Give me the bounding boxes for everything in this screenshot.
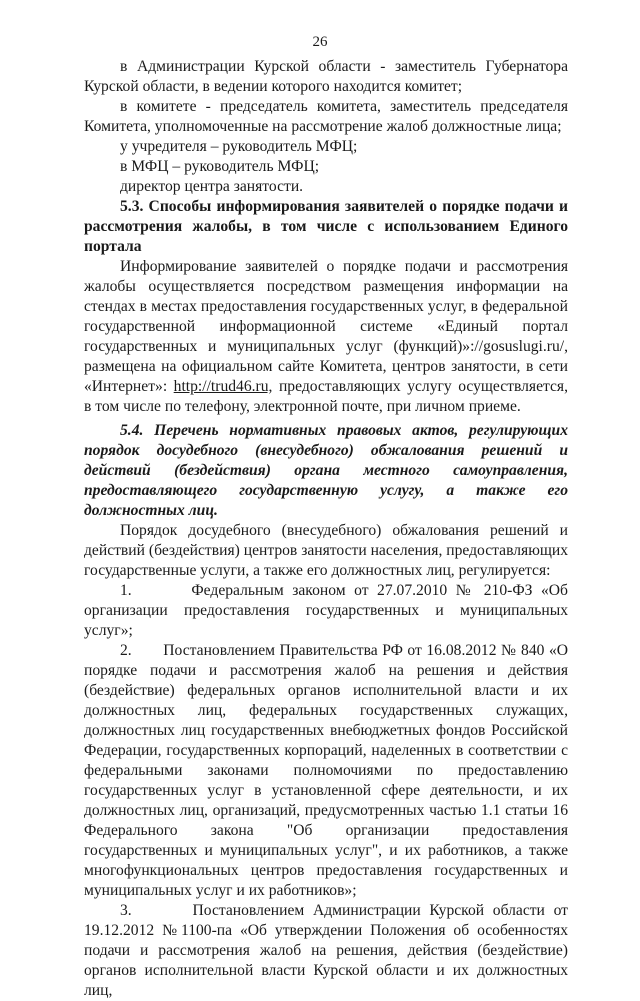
list-item-1: 1. Федеральным законом от 27.07.2010 № 210-ФЗ «Об организации предоставления государственных и муниципальных услуг»; — [84, 582, 568, 639]
page-number: 26 — [312, 34, 328, 50]
intro-paragraph-2: в комитете - председатель комитета, заместитель председателя Комитета, уполномоченные на рассмотрение жалоб должностные лица; — [84, 98, 568, 135]
intro-paragraph-3: у учредителя – руководитель МФЦ; — [120, 138, 358, 155]
section-5-4-intro: Порядок досудебного (внесудебного) обжалования решений и действий (бездействия) центров занятости населения, предоставляющих государственные услуги, а также его должностных лиц, регулируется: — [84, 522, 568, 579]
trud46-link[interactable]: http://trud46.ru, — [173, 378, 273, 395]
document-body — [84, 57, 568, 1001]
section-5-3-heading: 5.3. Способы информирования заявителей о порядке подачи и рассмотрения жалобы, в том числе с использованием Единого портала — [84, 198, 568, 255]
list-item-3: 3. Постановлением Администрации Курской области от 19.12.2012 №1100-па «Об утверждении Положения об особенностях подачи и рассмотрения жалоб на решения, действия (бездействие) органов исполнительной власти Курской области и их должностных лиц, — [84, 902, 568, 999]
section-5-4-heading: 5.4. Перечень нормативных правовых актов, регулирующих порядок досудебного (внесудебного) обжалования решений и действий (бездействия) органа местного самоуправления, предоставляющего государственную услугу, а также его должностных лиц. — [84, 422, 568, 519]
section-5-3-text-before: Информирование заявителей о порядке подачи и рассмотрения жалобы осуществляется посредством размещения информации на стендах в местах предоставления государственных услуг, в федеральной государственной информационной системе «Единый портал государственных и муниципальных услуг (функций)»://gosuslugi.ru/, размещена на официальном сайте Комитета, центров занятости, в сети «Интернет»: — [84, 258, 568, 395]
section-5-3-paragraph — [84, 257, 568, 417]
intro-paragraph-4: в МФЦ – руководитель МФЦ; — [120, 158, 320, 175]
list-item-2: 2. Постановлением Правительства РФ от 16.08.2012 № 840 «О порядке подачи и рассмотрения жалоб на решения и действия (бездействие) федеральных органов исполнительной власти и их должностных лиц, федеральных государственных служащих, должностных лиц государственных внебюджетных фондов Российской Федерации, государственных корпораций, наделенных в соответствии с федеральными законами полномочиями по предоставлению государственных услуг в установленной сфере деятельности, и их должностных лиц, организаций, предусмотренных частью 1.1 статьи 16 Федерального закона "Об организации предоставления государственных и муниципальных услуг", и их работников, а также многофункциональных центров предоставления государственных и муниципальных услуг и их работников»; — [84, 642, 568, 899]
intro-paragraph-1: в Администрации Курской области - заместитель Губернатора Курской области, в ведении которого находится комитет; — [84, 58, 568, 95]
section-5-3-text-after: предоставляющих услугу осуществляется, в том числе по телефону, электронной почте, при личном приеме. — [84, 378, 569, 415]
intro-paragraph-5: директор центра занятости. — [120, 178, 304, 195]
